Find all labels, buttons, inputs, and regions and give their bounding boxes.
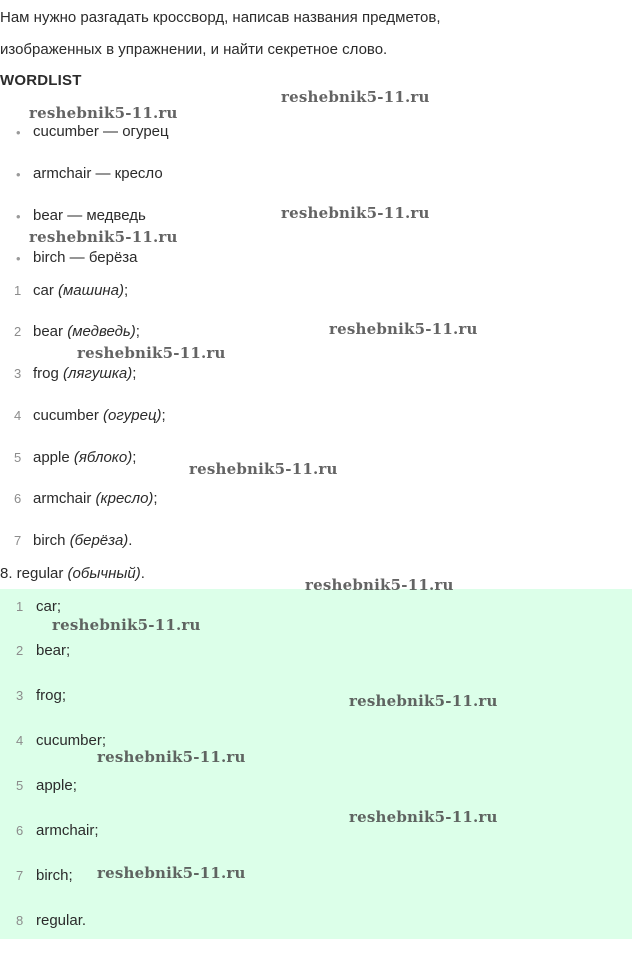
answer-item: birch; (36, 867, 73, 884)
answer-number: 8 (16, 913, 24, 928)
list-item: frog (лягушка); (33, 365, 137, 382)
answer-item: bear; (36, 642, 71, 659)
watermark: reshebnik5-11.ru (349, 808, 498, 826)
item-number: 5 (14, 450, 22, 465)
watermark: reshebnik5-11.ru (349, 692, 498, 710)
answer-item: regular. (36, 912, 87, 929)
bullet-icon: • (16, 167, 21, 182)
bullet-icon: • (16, 251, 21, 266)
list-item: bear (медведь); (33, 323, 140, 340)
list-item: cucumber (огурец); (33, 407, 166, 424)
list-item: car (машина); (33, 282, 129, 299)
watermark: reshebnik5-11.ru (97, 748, 246, 766)
watermark: reshebnik5-11.ru (281, 88, 430, 106)
bullet-icon: • (16, 209, 21, 224)
item-number: 3 (14, 366, 22, 381)
answer-number: 3 (16, 688, 24, 703)
answer-item: car; (36, 598, 62, 615)
list-item: cucumber — огурец (33, 123, 169, 140)
answer-number: 5 (16, 778, 24, 793)
intro-line-1: Нам нужно разгадать кроссворд, написав названия предметов, (0, 9, 441, 26)
answer-item: frog; (36, 687, 67, 704)
item-number: 2 (14, 324, 22, 339)
intro-line-2: изображенных в упражнении, и найти секретное слово. (0, 41, 388, 58)
list-item: bear — медведь (33, 207, 146, 224)
watermark: reshebnik5-11.ru (305, 576, 454, 594)
list-item: birch (берёза). (33, 532, 133, 549)
watermark: reshebnik5-11.ru (329, 320, 478, 338)
answer-item: armchair; (36, 822, 99, 839)
watermark: reshebnik5-11.ru (189, 460, 338, 478)
list-item: apple (яблоко); (33, 449, 137, 466)
watermark: reshebnik5-11.ru (281, 204, 430, 222)
answer-number: 2 (16, 643, 24, 658)
watermark: reshebnik5-11.ru (29, 104, 178, 122)
watermark: reshebnik5-11.ru (29, 228, 178, 246)
answer-item: cucumber; (36, 732, 107, 749)
answer-box (0, 589, 632, 939)
answer-number: 7 (16, 868, 24, 883)
answer-number: 6 (16, 823, 24, 838)
answer-item: apple; (36, 777, 77, 794)
list-item: armchair — кресло (33, 165, 163, 182)
watermark: reshebnik5-11.ru (52, 616, 201, 634)
watermark: reshebnik5-11.ru (97, 864, 246, 882)
item-number: 1 (14, 283, 22, 298)
item-number: 4 (14, 408, 22, 423)
bullet-icon: • (16, 125, 21, 140)
wordlist-heading: WORDLIST (0, 72, 82, 89)
item-number: 7 (14, 533, 22, 548)
list-item: birch — берёза (33, 249, 138, 266)
answer-number: 4 (16, 733, 24, 748)
list-item: armchair (кресло); (33, 490, 158, 507)
answer-number: 1 (16, 599, 24, 614)
extra-item: 8. regular (обычный). (0, 565, 145, 582)
item-number: 6 (14, 491, 22, 506)
watermark: reshebnik5-11.ru (77, 344, 226, 362)
